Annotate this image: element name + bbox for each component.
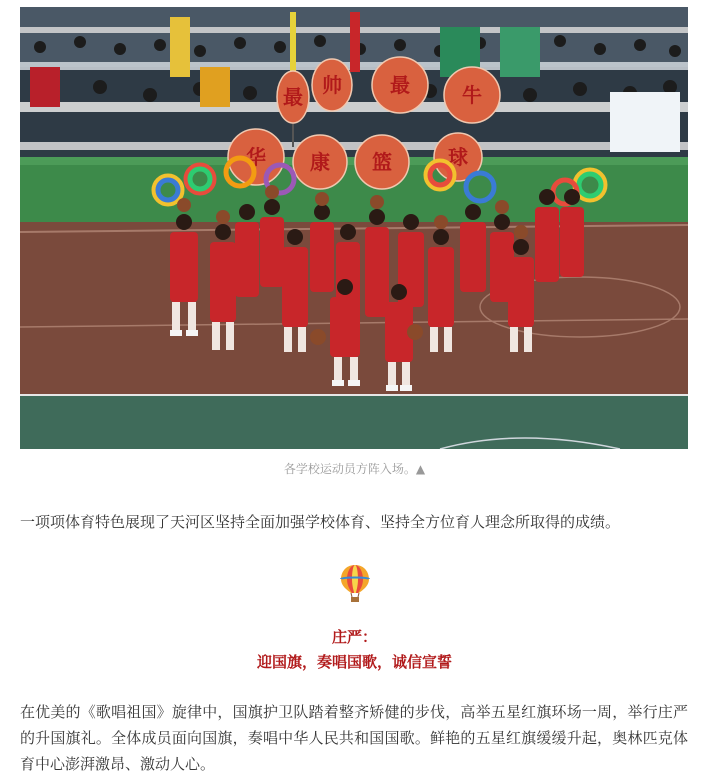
sign-text-8: 球	[448, 145, 468, 169]
sign-text-6: 康	[310, 150, 330, 174]
hot-air-balloon-icon	[339, 563, 371, 603]
paragraph-intro: 一项项体育特色展现了天河区坚持全面加强学校体育、坚持全方位育人理念所取得的成绩。	[20, 513, 621, 531]
article-photo	[20, 7, 688, 449]
paragraph-flag-ceremony: 在优美的《歌唱祖国》旋律中，国旗护卫队踏着整齐矫健的步伐，高举五星红旗环场一周，举行庄严的升国旗礼。全体成员面向国旗，奏唱中华人民共和国国歌。鲜艳的五星红旗缓缓升起，奥林匹克体育中心澎湃激昂、激动人心。	[20, 703, 688, 773]
photo-caption: 各学校运动员方阵入场。▲	[283, 462, 426, 476]
sign-text-4: 牛	[462, 83, 482, 107]
sign-text-3: 最	[390, 73, 410, 97]
section-subtitle: 迎国旗，奏唱国歌，诚信宣誓	[256, 653, 452, 671]
section-title: 庄严：	[331, 628, 377, 646]
sign-text-2: 帅	[322, 73, 342, 97]
basketball-team-parade-image	[20, 7, 688, 449]
sign-text-7: 篮	[372, 150, 392, 174]
sign-text-1: 最	[283, 85, 303, 109]
sign-text-5: 华	[246, 145, 266, 169]
